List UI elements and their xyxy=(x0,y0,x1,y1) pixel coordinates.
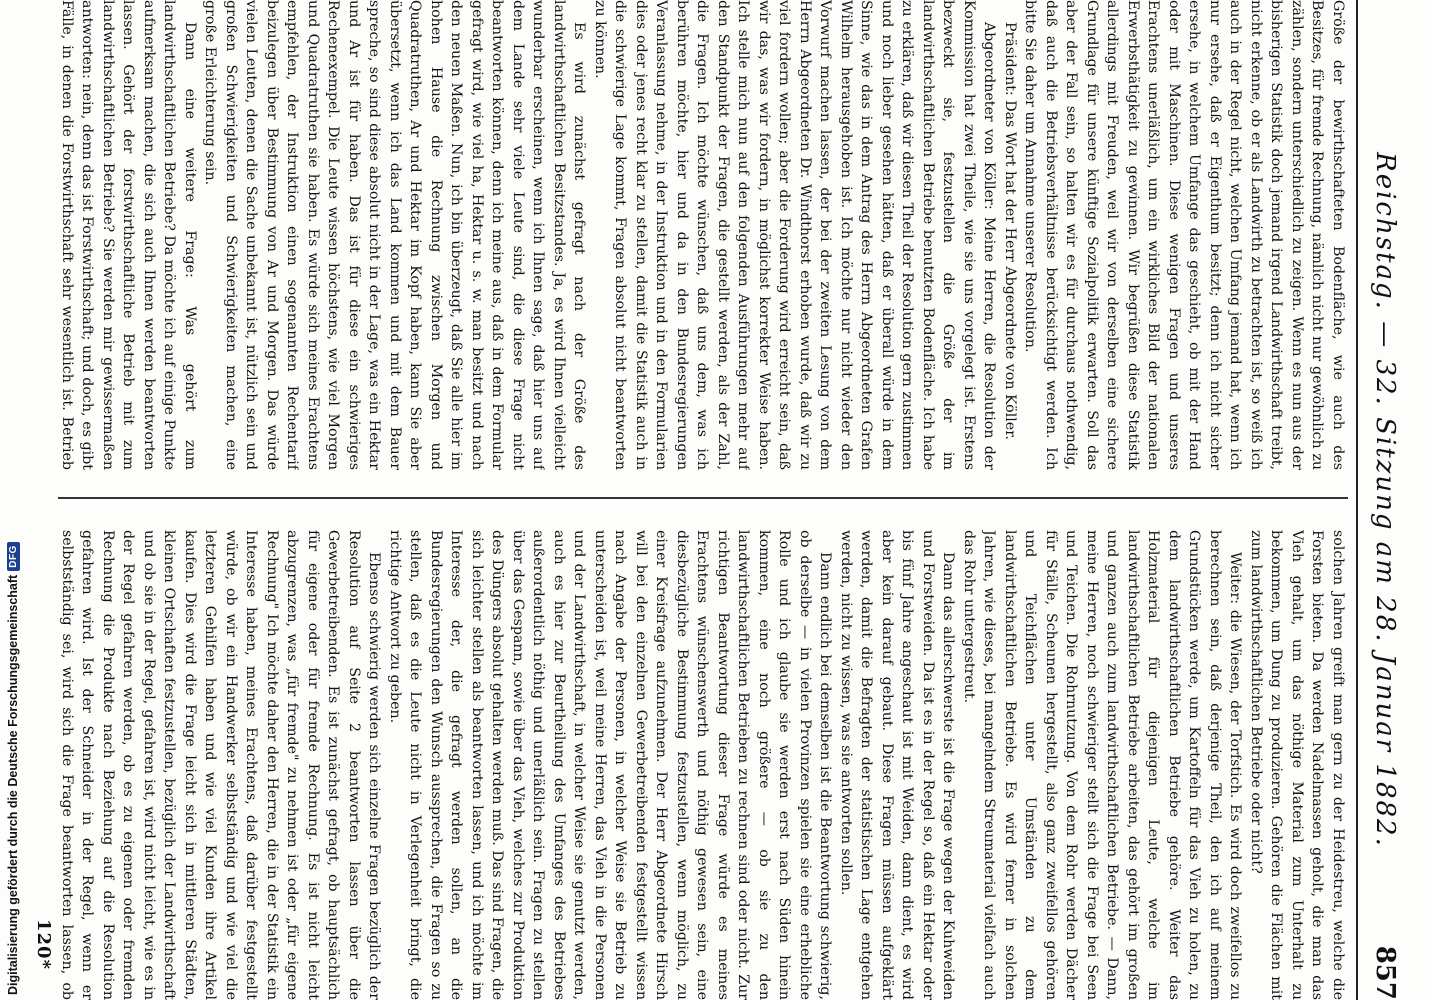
rotated-page xyxy=(30,0,1410,1000)
left-column xyxy=(58,0,1348,470)
column-divider xyxy=(58,497,1348,499)
page-number: 857 xyxy=(1370,945,1400,1000)
digitization-stamp xyxy=(2,545,24,995)
paragraph: solchen Jahren greift man gern zu der Heidestreu, welche die Forsten bieten. Da werden Nadelmassen geholt, die man das Vieh gehalt, um das nöthige Material zum Unterhalt zu bekommen, um Dung zu produzieren. Gehören die Flächen mit zum landwirthschaftlichen Betriebe oder nicht? xyxy=(1248,530,1346,1000)
header-rule xyxy=(1356,0,1358,1000)
paragraph: Präsident: Das Wort hat der Herr Abgeordnete von Köller. xyxy=(1002,22,1018,440)
running-title: Reichstag. — 32. Sitzung am 28. Januar 1882. xyxy=(1370,152,1400,848)
paragraph: Dann endlich bei demselben ist die Beantwortung schwierig, ob derselbe — in vielen Provinzen spielen sie eine erhebliche Rolle und ich glaube sie werden erst nach Süden hinein kommen, eine noch größere — ob sie zu den landwirthschaftlichen Betrieben zu rechnen sind oder nicht. Zur richtigen Beantwortung dieser Frage würde es meines Erachtens wünschenswerth und nöthig gewesen sein, eine diesbezügliche Bestimmung festzustellen, wenn möglich, zu einer Kreisfrage aufzunehmen. Der Herr Abgeordnete Hirsch will bei den einzelnen Gewerbetreibenden festgestellt wissen nach Angabe der Personen, in welcher Weise sie Betrieb zu unterscheiden ist, weil meine Herren, das Vieh in die Personen und der Landwirthschaft, in welcher Weise sie genutzt werden, auch es hier zur Beurtheilung des Umfanges des Betriebes außerordentlich nöthig und unerläßlich sein. Fragen zu stellen über das Gespann, sowie über das Vieh, welches zur Produktion des Düngers absolut gehalten werden muß. Das sind Fragen, die sich leichter stellen als beantworten lassen, und ich möchte im Interesse der, die gefragt werden sollen, an die Bundesregierungen den Wunsch aussprechen, die Fragen so zu stellen, daß es die Leute nicht in Verlegenheit bringt, die richtige Antwort zu geben. xyxy=(387,530,834,1000)
paragraph: Ebenso schwierig werden sich einzelne Fragen bezüglich der Resolution auf Seite 2 beantworten lassen über die Gewerbetreibenden. Es ist zunächst gefragt, ob hauptsächlich für eigene oder für fremde Rechnung. Es ist nicht leicht abzugrenzen, was „für fremde" zu nehmen ist oder „für eigene Rechnung" Ich möchte daher den Herren, die in der Statistik ein Interesse haben, meines Erachtens, daß darüber festgestellt würde, ob wir ein Handwerker selbstständig und wie viel die letzteren Gehilfen haben und wie viel Kunden ihre Artikel kaufen. Dies wird die Frage leicht sich in mittleren Städten, kleinen Ortschaften festzustellen, bezüglich der Landwirthschaft und ob sie in der Regel, gefahren ist, wird nicht leicht, wie es in der Regel gefahren werden, ob es zu eigenen oder fremden Rechnung die Produkte nach Beziehung auf die Resolution gefahren wird. Ist der Schneider in der Regel, wenn er selbstständig sei, wird sich die Frage beantworten lassen, ob xyxy=(59,530,383,1000)
paragraph: Dann das allerschwerste ist die Frage wegen der Kuhweiden und Forstweiden. Da ist es in der Regel so, daß ein Hektar oder bis fünf Jahre angeschaut ist mit Weiden, dann dient, es wird aber kein darauf gebaut. Diese Fragen müssen aufgeklärt werden, damit die Befragten der statistischen Lage entgehen werden, nicht zu wissen, was sie antworten sollen. xyxy=(838,530,957,1000)
running-header xyxy=(1360,0,1410,1000)
paragraph: Dann eine weitere Frage: Was gehört zum landwirthschaftlichen Betriebe? Da möchte ich auf einige Punkte aufmerksam machen, die sich auch Ihnen werden beantworten lassen. Gehört der forstwirthschaftliche Betrieb mit zum landwirthschaftlichen Betriebe? Sie werden mir gewissermaßen antworten: nein, denn das ist Forstwirthschaft; und doch, es gibt Fälle, in denen die Forstwirthschaft sehr wesentlich ist. Betrieb xyxy=(59,0,198,470)
signature-mark: 120* xyxy=(33,919,54,970)
paragraph: Abgeordneter von Köller: Meine Herren, die Resolution der Kommission hat zwei Theile, wie sie uns vorgelegt ist. Erstens bezweckt sie, festzustellen die Größe der im landwirthschaftlichen Betriebe benutzten Bodenfläche. Ich habe zu erklären, daß wir diesen Theil der Resolution gern zustimmen und noch lieber gesehen hätten, daß er überall würde in dem Sinne, wie das in dem Antrag des Herrn Abgeordneten Grafen Wilhelm herausgehoben ist. Ich möchte nur nicht wieder den Vorwurf machen lassen, der bei der zweiten Lesung von dem Herrn Abgeordneten Dr. Windthorst erhoben wurde, daß wir zu viel fordern wollen; aber die Forderung wird erreicht sein, daß wir das, was wir fordern, in möglichst korrekter Weise haben. Ich stelle mich nun auf den folgenden Ausführungen mehr auf den Standpunkt der Fragen, die gestellt werden, als der Zahl, die Fragen. Ich möchte wünschen, daß uns dem, was ich berühren möchte, hier und da in den Bundesregierungen Veranlassung nehme, in der Instruktion und in den Formularien dies oder jenes recht klar zu stellen, damit die Statistik auch in die schwierige Lage kommt, Fragen absolut nicht beantworten zu können. xyxy=(592,0,998,470)
paragraph: Größe der bewirthschafteten Bodenfläche, wie auch des Besitzes, für fremde Rechnung, nämlich nicht nur gewöhnlich zu zählen, sondern unterschiedlich zu zeigen. Wenn es nun aus der bisherigen Statistik doch jemand irgend Landwirthschaft treibt, nicht erkenne, ob er als Landwirth zu betrachten ist, so weiß ich auch in der Regel nicht, welchen Umfang jemand hat, wenn ich nur ersehe, daß er Eigenthum besitzt; denn ich nicht sicher ersehe, in welchem Umfange das geschieht, ob mit der Hand oder mit Maschinen. Diese wenigen Fragen und unseres Erachtens unerläßlich, um ein wirkliches Bild der nationalen Erwerbsthätigkeit zu gewinnen. Wir begrüßen diese Statistik allerdings mit Freuden, weil wir von derselben eine sichere Grundlage für unsere künftige Sozialpolitik erwarten. Soll das aber der Fall sein, so halten wir es für durchaus nothwendig, daß auch die Betriebsverhältnisse berücksichtigt werden. Ich bitte Sie daher um Annahme unserer Resolution. xyxy=(1022,0,1346,470)
right-column xyxy=(58,530,1348,1000)
paragraph: Es wird zunächst gefragt nach der Größe des landwirthschaftlichen Besitzstandes. Ja, es wird Ihnen vielleicht wunderbar erscheinen, wenn ich Ihnen sage, daß hier uns auf dem Lande sehr viele Leute sind, die diese Frage nicht beantworten können, denn ich meine aus, daß in dem Formular gefragt wird, wie viel ha, Hektar u. s. w. man besitzt und nach den neuen Maßen. Nun, ich bin überzeugt, daß Sie alle hier im hohen Hause die Rechnung zwischen Morgen und Quadratruthen, Ar und Hektar im Kopf haben, kann Sie aber übersetzt, wenn ich das Land kommen und mit dem Bauer spreche, so sind diese absolut nicht in der Lage, was ein Hektar und Ar ist für haben. Das ist für diese ein schwieriges Rechenexempel. Die Leute wissen höchstens, wie viel Morgen und Quadratruthen sie haben. Es würde sich meines Erachtens empfehlen, der Instruktion einen sogenannten Rechentarif beizulegen über Bestimmung von Ar und Morgen. Das würde vielen Leuten, denen die Sache unbekannt ist, nützlich sein und großen Schwierigkeiten und Schwierigkeiten machen, eine große Erleichterung sein. xyxy=(202,0,588,470)
dfg-logo: DFG xyxy=(7,542,20,571)
stamp-text: Digitalisierung gefördert durch die Deutsche Forschungsgemeinschaft xyxy=(6,574,20,995)
paragraph: Weiter: die Wiesen, der Torfstich. Es wird doch zweifellos zu berechnen sein, daß derjenige Theil, den ich auf meinem Grundstücken werde, um Kartoffeln für das Vieh zu holen, zu dem landwirthschaftlichen Betriebe gehöre. Weiter das Holzmaterial für diejenigen Leute, welche im landwirthschaftlichen Betriebe arbeiten, das gehört im großen und ganzen auch zum landwirthschaftlichen Betriebe. — Dann, meine Herren, noch schwieriger stellt sich die Frage bei Seen und Teichen. Die Rohrnutzung. Von dem Rohr werden Dächer für Ställe, Scheunen hergestellt, also ganz zweifellos gehören und Teichflächen unter Umständen zu dem landwirthschaftlichen Betriebe. Es wird ferner in solchen Jahren, wie dieses, bei mangelndem Streumaterial vielfach auch das Rohr untergestreut. xyxy=(961,530,1244,1000)
